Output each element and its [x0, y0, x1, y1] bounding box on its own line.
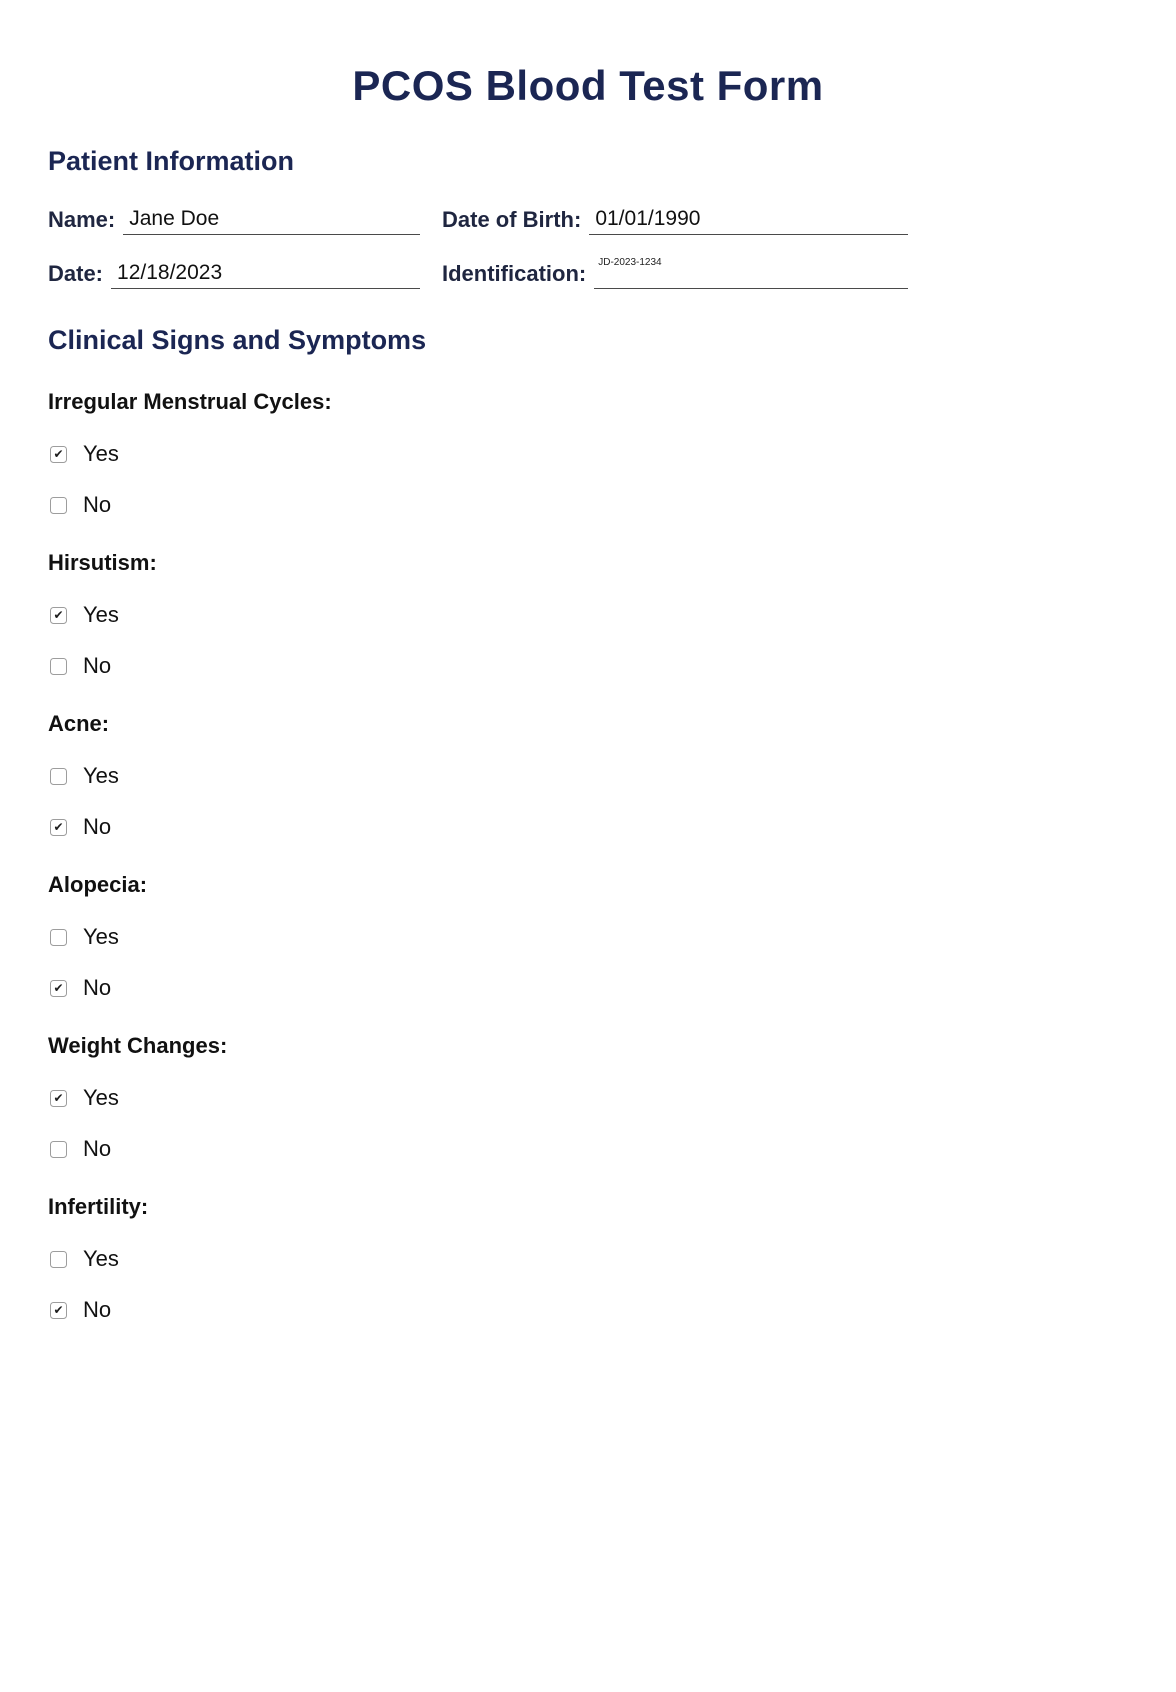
yes-label: Yes: [83, 602, 119, 627]
field-name: [48, 203, 420, 235]
date-label: Date:: [48, 261, 104, 286]
field-date-of-birth: [442, 203, 908, 235]
symptom-block-irregular-menstrual-cycles: [48, 389, 1128, 517]
yes-label: Yes: [83, 1085, 119, 1110]
symptom-block-acne: [48, 711, 1128, 839]
symptom-no-row: [48, 1298, 1128, 1322]
identification-value: JD-2023-1234: [598, 257, 662, 268]
yes-label: Yes: [83, 441, 119, 466]
page-title: PCOS Blood Test Form: [352, 62, 824, 109]
symptom-no-row: [48, 654, 1128, 678]
date-of-birth-value: 01/01/1990: [595, 207, 701, 230]
clinical-signs-heading: Clinical Signs and Symptoms: [48, 325, 427, 355]
patient-info-fields: [48, 203, 908, 289]
symptom-label: Irregular Menstrual Cycles:: [48, 389, 332, 414]
date-of-birth-input[interactable]: [589, 203, 908, 235]
symptom-label: Alopecia:: [48, 872, 148, 897]
checkmark-icon: ✔: [53, 1091, 64, 1105]
symptom-yes-row: [48, 442, 1128, 466]
no-label: No: [83, 975, 112, 1000]
yes-label: Yes: [83, 1246, 119, 1271]
no-checkbox[interactable]: [50, 658, 67, 675]
symptom-block-alopecia: [48, 872, 1128, 1000]
no-label: No: [83, 653, 112, 678]
field-identification: [442, 257, 908, 289]
no-label: No: [83, 814, 112, 839]
symptom-label: Weight Changes:: [48, 1033, 228, 1058]
no-checkbox[interactable]: [50, 1141, 67, 1158]
symptom-label: Acne:: [48, 711, 110, 736]
name-input[interactable]: [123, 203, 420, 235]
checkmark-icon: ✔: [53, 608, 64, 622]
symptom-no-row: [48, 1137, 1128, 1161]
symptom-no-row: [48, 976, 1128, 1000]
yes-checkbox[interactable]: [50, 1251, 67, 1268]
symptom-no-row: [48, 493, 1128, 517]
yes-checkbox[interactable]: [50, 607, 67, 624]
yes-checkbox[interactable]: [50, 1090, 67, 1107]
checkmark-icon: ✔: [53, 1303, 64, 1317]
yes-checkbox[interactable]: [50, 929, 67, 946]
no-label: No: [83, 1297, 112, 1322]
symptom-yes-row: [48, 603, 1128, 627]
symptom-yes-row: [48, 1247, 1128, 1271]
no-label: No: [83, 492, 112, 517]
date-of-birth-label: Date of Birth:: [442, 207, 582, 232]
symptom-block-hirsutism: [48, 550, 1128, 678]
yes-checkbox[interactable]: [50, 446, 67, 463]
name-value: Jane Doe: [129, 207, 220, 230]
symptom-block-infertility: [48, 1194, 1128, 1322]
yes-checkbox[interactable]: [50, 768, 67, 785]
symptom-no-row: [48, 815, 1128, 839]
symptom-yes-row: [48, 1086, 1128, 1110]
symptom-label: Hirsutism:: [48, 550, 157, 575]
identification-input[interactable]: [594, 257, 908, 289]
pcos-form-page: [0, 62, 1176, 1382]
symptom-label: Infertility:: [48, 1194, 149, 1219]
field-date: [48, 257, 420, 289]
no-checkbox[interactable]: [50, 819, 67, 836]
no-checkbox[interactable]: [50, 1302, 67, 1319]
checkmark-icon: ✔: [53, 447, 64, 461]
date-value: 12/18/2023: [117, 261, 223, 284]
name-label: Name:: [48, 207, 116, 232]
checkmark-icon: ✔: [53, 820, 64, 834]
no-label: No: [83, 1136, 112, 1161]
symptom-yes-row: [48, 925, 1128, 949]
patient-information-heading: Patient Information: [48, 146, 295, 176]
yes-label: Yes: [83, 763, 119, 788]
yes-label: Yes: [83, 924, 119, 949]
symptom-block-weight-changes: [48, 1033, 1128, 1161]
identification-label: Identification:: [442, 261, 587, 286]
date-input[interactable]: [111, 257, 420, 289]
symptom-yes-row: [48, 764, 1128, 788]
no-checkbox[interactable]: [50, 980, 67, 997]
no-checkbox[interactable]: [50, 497, 67, 514]
checkmark-icon: ✔: [53, 981, 64, 995]
